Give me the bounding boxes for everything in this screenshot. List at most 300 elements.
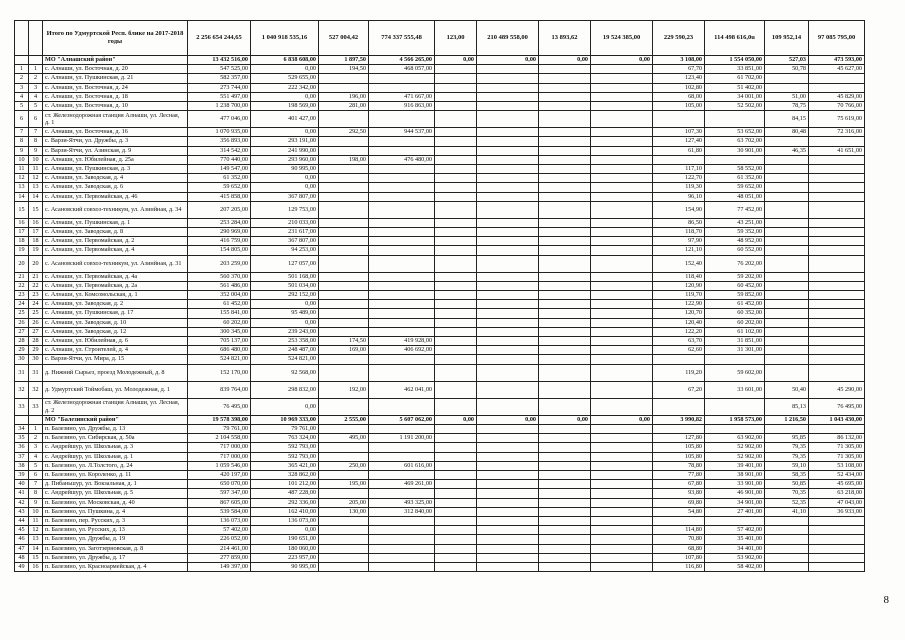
- row-value: 68,00: [653, 92, 705, 101]
- row-value: 59 652,00: [188, 183, 251, 192]
- row-value: 127,40: [653, 137, 705, 146]
- row-value: 524 821,00: [188, 355, 251, 364]
- row-value: 31 851,00: [705, 337, 765, 346]
- row-address: с. Алнаши, ул. Строителей, д. 4: [43, 346, 188, 355]
- row-value: [435, 137, 477, 146]
- row-value: 48 952,00: [705, 237, 765, 246]
- row-value: 94 253,00: [251, 246, 319, 255]
- row-value: [319, 364, 369, 381]
- row-value: [369, 309, 435, 318]
- row-value: 367 807,00: [251, 237, 319, 246]
- row-value: [653, 155, 705, 164]
- row-value: [591, 74, 653, 83]
- row-value: 70,80: [653, 535, 705, 544]
- row-value: 46 901,00: [705, 489, 765, 498]
- row-value: 101 212,00: [251, 480, 319, 489]
- row-value: 31 301,00: [705, 346, 765, 355]
- row-group-index: 32: [29, 381, 43, 398]
- row-value: 34 901,00: [705, 498, 765, 507]
- row-value: [539, 364, 591, 381]
- row-index: 8: [15, 137, 29, 146]
- row-index: 13: [15, 183, 29, 192]
- row-address: с. Алнаши, ул. Первомайская, д. 4а: [43, 272, 188, 281]
- row-value: [435, 65, 477, 74]
- row-index: 35: [15, 434, 29, 443]
- row-value: [477, 165, 539, 174]
- table-row: [15, 192, 865, 201]
- table-row: [15, 424, 865, 433]
- row-value: [591, 174, 653, 183]
- group-total: 4 566 265,00: [369, 56, 435, 65]
- row-value: [539, 183, 591, 192]
- row-value: 53 902,00: [705, 553, 765, 562]
- row-group-index: 7: [29, 128, 43, 137]
- row-value: [809, 137, 865, 146]
- row-value: 122,90: [653, 300, 705, 309]
- row-value: [539, 381, 591, 398]
- row-value: [477, 526, 539, 535]
- row-value: [319, 535, 369, 544]
- row-value: [539, 443, 591, 452]
- row-group-index: 10: [29, 155, 43, 164]
- row-address: с. Варзи-Ятчи, ул. Азинская, д. 9: [43, 146, 188, 155]
- row-value: [477, 111, 539, 128]
- header-total: 114 498 616,0u: [705, 21, 765, 56]
- row-value: 705 137,00: [188, 337, 251, 346]
- row-value: 27 401,00: [705, 507, 765, 516]
- row-group-index: 25: [29, 309, 43, 318]
- row-value: [809, 281, 865, 290]
- row-value: [591, 443, 653, 452]
- row-value: 149 547,00: [188, 165, 251, 174]
- row-index: 39: [15, 470, 29, 479]
- row-value: 34 401,00: [705, 544, 765, 553]
- row-value: 41,10: [765, 507, 809, 516]
- group-total: 0,00: [477, 415, 539, 424]
- row-value: [369, 355, 435, 364]
- table-row: [15, 544, 865, 553]
- row-value: [539, 146, 591, 155]
- row-value: [477, 272, 539, 281]
- row-value: [319, 470, 369, 479]
- row-value: [477, 309, 539, 318]
- row-index: 25: [15, 309, 29, 318]
- row-value: [369, 74, 435, 83]
- row-index: 32: [15, 381, 29, 398]
- row-value: [477, 544, 539, 553]
- row-value: [539, 174, 591, 183]
- row-value: [591, 155, 653, 164]
- row-value: 401 427,00: [251, 111, 319, 128]
- row-value: [539, 461, 591, 470]
- group-total: 6 838 608,00: [251, 56, 319, 65]
- row-value: 63 702,00: [705, 137, 765, 146]
- row-value: 30 901,00: [705, 146, 765, 155]
- table-row: [15, 128, 865, 137]
- row-value: 524 821,00: [251, 355, 319, 364]
- row-value: [809, 318, 865, 327]
- row-address: с. Асановский совхоз-техникум, ул. Азинйная, д. 31: [43, 255, 188, 272]
- row-value: [591, 480, 653, 489]
- row-value: [591, 327, 653, 336]
- table-row: [15, 535, 865, 544]
- row-value: 495,00: [319, 434, 369, 443]
- row-value: [539, 526, 591, 535]
- table-row: [15, 327, 865, 336]
- row-index: 45: [15, 526, 29, 535]
- group-total: 1 043 430,00: [809, 415, 865, 424]
- row-value: 686 480,00: [188, 346, 251, 355]
- group-blank: [29, 415, 43, 424]
- table-row: [15, 480, 865, 489]
- row-value: [435, 228, 477, 237]
- row-value: 62,60: [653, 346, 705, 355]
- row-index: 48: [15, 553, 29, 562]
- row-value: [369, 489, 435, 498]
- row-value: 122,20: [653, 327, 705, 336]
- row-group-index: 8: [29, 137, 43, 146]
- row-index: 10: [15, 155, 29, 164]
- row-value: 63 902,00: [705, 434, 765, 443]
- row-value: 367 807,00: [251, 192, 319, 201]
- row-value: 477 046,00: [188, 111, 251, 128]
- row-value: 77,80: [653, 470, 705, 479]
- row-group-index: 1: [29, 65, 43, 74]
- row-value: [369, 83, 435, 92]
- row-value: 67,80: [653, 480, 705, 489]
- row-value: [765, 535, 809, 544]
- row-value: 120,70: [653, 309, 705, 318]
- row-index: 36: [15, 443, 29, 452]
- row-value: [369, 228, 435, 237]
- row-value: [539, 535, 591, 544]
- row-group-index: 8: [29, 489, 43, 498]
- row-value: [435, 174, 477, 183]
- header-total: 123,00: [435, 21, 477, 56]
- row-value: [591, 272, 653, 281]
- table-row: [15, 237, 865, 246]
- group-blank: [29, 56, 43, 65]
- row-value: [369, 281, 435, 290]
- row-value: [539, 337, 591, 346]
- row-value: 120,40: [653, 318, 705, 327]
- row-value: [369, 544, 435, 553]
- table-row: [15, 83, 865, 92]
- row-value: [539, 83, 591, 92]
- row-value: [809, 424, 865, 433]
- row-value: 105,80: [653, 443, 705, 452]
- row-address: с. Алнаши, ул. Пушкинская, д. 21: [43, 74, 188, 83]
- row-address: ст. Железнодорожная станция Алнаши, ул. Лесная, д. 2: [43, 398, 188, 415]
- row-value: 839 764,00: [188, 381, 251, 398]
- row-value: [591, 498, 653, 507]
- row-address: д. Пибаньшур, ул. Вокзальная, д. 1: [43, 480, 188, 489]
- row-value: 406 692,00: [369, 346, 435, 355]
- row-value: [591, 300, 653, 309]
- table-row: [15, 434, 865, 443]
- row-value: [477, 74, 539, 83]
- row-value: [435, 480, 477, 489]
- row-value: [369, 192, 435, 201]
- row-value: [539, 489, 591, 498]
- row-value: [435, 183, 477, 192]
- row-address: с. Асановский совхоз-техникум, ул. Азинйная, д. 34: [43, 201, 188, 218]
- row-value: 52 502,00: [705, 102, 765, 111]
- row-group-index: 11: [29, 165, 43, 174]
- row-value: [477, 381, 539, 398]
- row-value: [765, 155, 809, 164]
- row-group-index: 13: [29, 183, 43, 192]
- row-group-index: 24: [29, 300, 43, 309]
- table-row: [15, 155, 865, 164]
- group-total: 3 990,82: [653, 415, 705, 424]
- row-value: [477, 480, 539, 489]
- row-value: [319, 309, 369, 318]
- table-row: [15, 364, 865, 381]
- row-group-index: 19: [29, 246, 43, 255]
- row-value: [477, 146, 539, 155]
- row-value: 76 495,00: [809, 398, 865, 415]
- row-index: 16: [15, 218, 29, 227]
- row-address: с. Алнаши, ул. Первомайская, д. 4: [43, 246, 188, 255]
- row-value: [435, 102, 477, 111]
- row-value: 97,90: [653, 237, 705, 246]
- row-value: [369, 201, 435, 218]
- row-value: 292 152,00: [251, 291, 319, 300]
- row-value: [539, 237, 591, 246]
- row-group-index: 11: [29, 516, 43, 525]
- row-value: [809, 218, 865, 227]
- group-row: [15, 415, 865, 424]
- row-value: [765, 165, 809, 174]
- group-total: 1 216,50: [765, 415, 809, 424]
- row-value: 0,00: [251, 398, 319, 415]
- row-value: 122,70: [653, 174, 705, 183]
- row-address: с. Алнаши, ул. Пушкинская, д. 1: [43, 218, 188, 227]
- row-value: 551 497,00: [188, 92, 251, 101]
- table-row: [15, 516, 865, 525]
- row-address: с. Алнаши, ул. Пушкинская, д. 3: [43, 165, 188, 174]
- row-value: 493 325,00: [369, 498, 435, 507]
- group-total: 5 607 062,00: [369, 415, 435, 424]
- row-group-index: 18: [29, 237, 43, 246]
- row-value: 582 357,00: [188, 74, 251, 83]
- table-row: [15, 146, 865, 155]
- row-value: 152 170,00: [188, 364, 251, 381]
- row-index: 40: [15, 480, 29, 489]
- row-value: [591, 102, 653, 111]
- register-body: [15, 56, 865, 572]
- row-index: 9: [15, 146, 29, 155]
- group-total: 13 432 516,00: [188, 56, 251, 65]
- row-value: [369, 424, 435, 433]
- row-value: [591, 553, 653, 562]
- row-value: [369, 327, 435, 336]
- row-value: [477, 201, 539, 218]
- table-row: [15, 255, 865, 272]
- row-address: п. Балезино, ул. Короленко, д. 11: [43, 470, 188, 479]
- row-value: [809, 535, 865, 544]
- row-value: 123,40: [653, 74, 705, 83]
- row-value: [765, 74, 809, 83]
- row-value: [319, 553, 369, 562]
- row-value: [369, 398, 435, 415]
- row-value: [435, 246, 477, 255]
- row-index: 2: [15, 74, 29, 83]
- row-value: [435, 74, 477, 83]
- row-value: 60 452,00: [705, 281, 765, 290]
- row-value: [809, 155, 865, 164]
- row-value: 72 316,00: [809, 128, 865, 137]
- row-value: [809, 192, 865, 201]
- row-value: 96,10: [653, 192, 705, 201]
- row-value: [539, 272, 591, 281]
- row-index: 47: [15, 544, 29, 553]
- row-address: с. Алнаши, ул. Первомайская, д. 46: [43, 192, 188, 201]
- row-value: [653, 355, 705, 364]
- row-value: [591, 201, 653, 218]
- row-group-index: 1: [29, 424, 43, 433]
- row-value: 95,85: [765, 434, 809, 443]
- row-value: 50,78: [765, 65, 809, 74]
- row-value: [809, 526, 865, 535]
- row-value: 77 452,00: [705, 201, 765, 218]
- row-address: д. Удмуртский Тоймобаш, ул. Молодежная, д. 1: [43, 381, 188, 398]
- row-address: ст. Железнодорожная станция Алнаши, ул. Лесная, д. 1: [43, 111, 188, 128]
- row-value: 0,00: [251, 300, 319, 309]
- row-value: 253 284,00: [188, 218, 251, 227]
- row-value: 420 197,00: [188, 470, 251, 479]
- row-value: [319, 544, 369, 553]
- group-total: 19 578 398,00: [188, 415, 251, 424]
- row-value: [591, 544, 653, 553]
- row-value: 71 305,00: [809, 443, 865, 452]
- row-value: 152,40: [653, 255, 705, 272]
- row-value: 54,80: [653, 507, 705, 516]
- row-value: 867 605,00: [188, 498, 251, 507]
- row-value: [477, 498, 539, 507]
- row-value: [539, 346, 591, 355]
- row-value: [539, 480, 591, 489]
- row-value: [539, 74, 591, 83]
- row-value: [477, 192, 539, 201]
- row-address: п. Балезино, ул. Русских, д. 13: [43, 526, 188, 535]
- row-value: [809, 201, 865, 218]
- table-row: [15, 526, 865, 535]
- row-value: [809, 74, 865, 83]
- row-value: [809, 165, 865, 174]
- row-value: [765, 255, 809, 272]
- row-value: [591, 489, 653, 498]
- row-address: п. Балезино, пер. Русских, д. 3: [43, 516, 188, 525]
- table-row: [15, 92, 865, 101]
- row-value: 328 862,00: [251, 470, 319, 479]
- row-index: 42: [15, 498, 29, 507]
- row-value: [477, 137, 539, 146]
- row-value: 92 568,00: [251, 364, 319, 381]
- row-value: 59,10: [765, 461, 809, 470]
- row-index: 26: [15, 318, 29, 327]
- row-group-index: 7: [29, 480, 43, 489]
- row-value: [435, 218, 477, 227]
- row-value: [539, 92, 591, 101]
- row-group-index: 13: [29, 535, 43, 544]
- row-value: [539, 201, 591, 218]
- row-value: [435, 92, 477, 101]
- row-value: [369, 174, 435, 183]
- row-value: [369, 300, 435, 309]
- row-address: с. Алнаши, ул. Пушкинская, д. 17: [43, 309, 188, 318]
- row-value: [539, 562, 591, 571]
- row-value: 356 893,00: [188, 137, 251, 146]
- row-value: [477, 102, 539, 111]
- row-value: [591, 398, 653, 415]
- row-value: 214 461,00: [188, 544, 251, 553]
- row-value: [319, 192, 369, 201]
- row-value: 60 552,00: [705, 246, 765, 255]
- row-value: [705, 398, 765, 415]
- row-address: п. Балезино, ул. Пушкина, д. 4: [43, 507, 188, 516]
- row-value: [319, 165, 369, 174]
- row-value: [369, 272, 435, 281]
- row-value: 154 805,00: [188, 246, 251, 255]
- row-group-index: 26: [29, 318, 43, 327]
- row-address: с. Андрейшур, ул. Школьная, д. 1: [43, 452, 188, 461]
- row-value: 120,90: [653, 281, 705, 290]
- row-value: 253 358,00: [251, 337, 319, 346]
- row-value: [369, 318, 435, 327]
- row-address: с. Андрейшур, ул. Школьная, д. 5: [43, 489, 188, 498]
- row-value: [539, 398, 591, 415]
- row-value: [435, 309, 477, 318]
- row-value: [705, 355, 765, 364]
- row-value: 0,00: [251, 318, 319, 327]
- row-group-index: 10: [29, 507, 43, 516]
- row-value: 47 043,00: [809, 498, 865, 507]
- row-group-index: 2: [29, 74, 43, 83]
- row-value: [369, 443, 435, 452]
- row-value: [809, 544, 865, 553]
- row-value: [809, 516, 865, 525]
- row-value: [539, 246, 591, 255]
- row-group-index: 2: [29, 434, 43, 443]
- row-value: 119,20: [653, 364, 705, 381]
- row-value: [539, 507, 591, 516]
- row-value: [477, 535, 539, 544]
- row-address: с. Алнаши, ул. Первомайская, д. 2а: [43, 281, 188, 290]
- row-value: 1 059 546,00: [188, 461, 251, 470]
- row-value: 53 652,00: [705, 128, 765, 137]
- row-value: [765, 300, 809, 309]
- group-total: 473 593,00: [809, 56, 865, 65]
- row-value: [477, 65, 539, 74]
- row-value: 45 627,00: [809, 65, 865, 74]
- row-value: [539, 434, 591, 443]
- row-value: [591, 526, 653, 535]
- row-index: 18: [15, 237, 29, 246]
- row-index: 24: [15, 300, 29, 309]
- row-value: [765, 192, 809, 201]
- row-value: [477, 346, 539, 355]
- row-value: [319, 137, 369, 146]
- row-address: с. Алнаши, ул. Заводская, д. 10: [43, 318, 188, 327]
- group-total: 1 897,50: [319, 56, 369, 65]
- row-value: [319, 281, 369, 290]
- row-index: 3: [15, 83, 29, 92]
- row-group-index: 22: [29, 281, 43, 290]
- row-value: [539, 102, 591, 111]
- row-value: 58 402,00: [705, 562, 765, 571]
